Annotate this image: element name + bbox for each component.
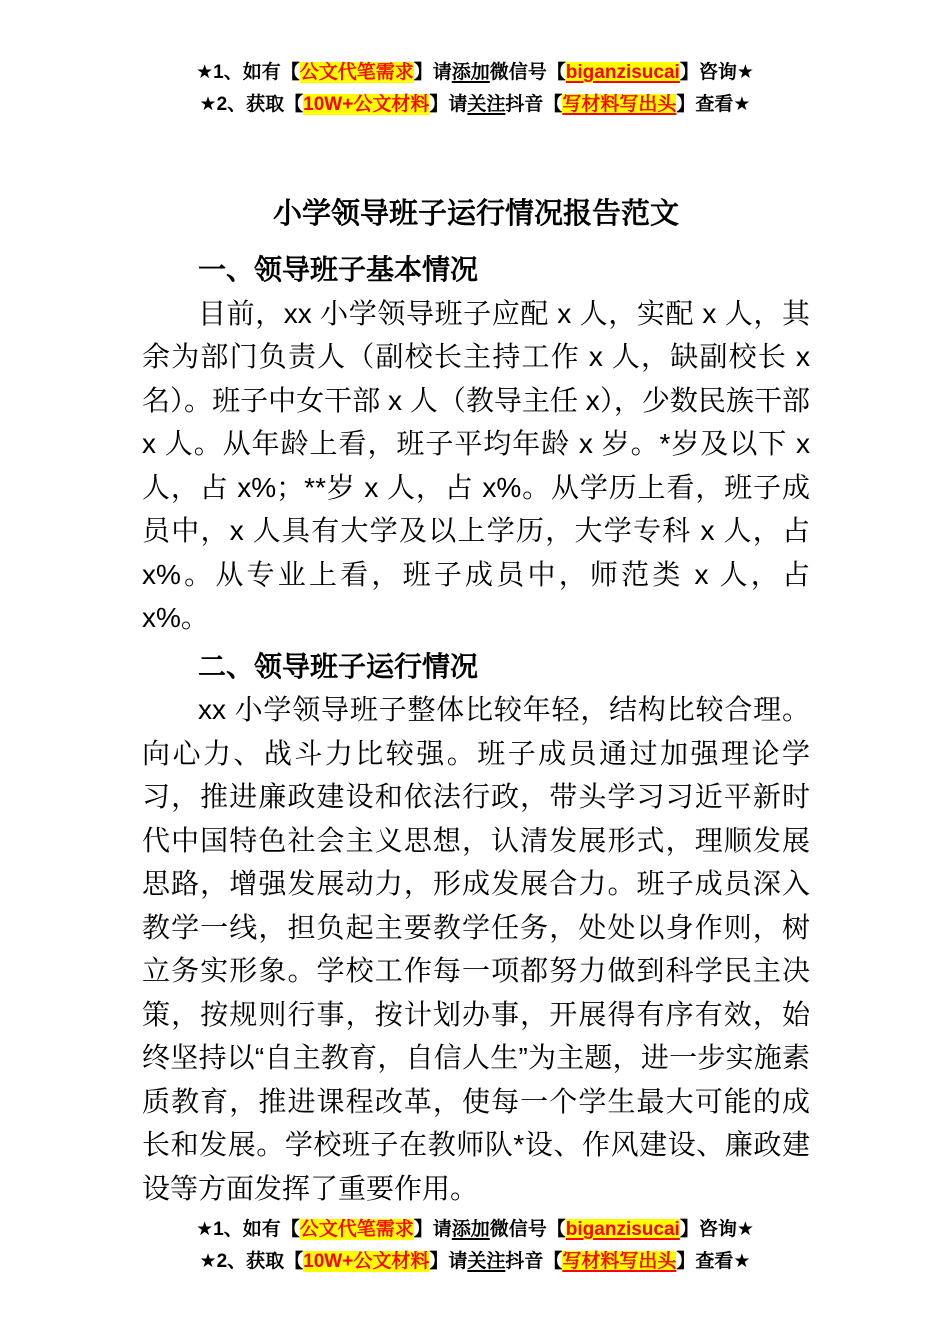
promo-text: 】查看★ bbox=[676, 94, 751, 115]
section-paragraph-1: 目前，xx 小学领导班子应配 x 人，实配 x 人，其余为部门负责人（副校长主持工作 x 人，缺副校长 x 名）。班子中女干部 x 人（教导主任 x），少数民族干部 x 人。从年龄上看，班子平均年龄 x 岁。*岁及以下 x 人，占 x%；**岁 x 人，占 x%。从学历上看，班子成员中，x 人具有大学及以上学历，大学专科 x 人，占 x%。从专业上看，班子成员中，师范类 x 人，占 x%。 bbox=[142, 297, 810, 633]
promo-text: 】咨询★ bbox=[679, 1219, 754, 1240]
highlighted-term-writing-service: 公文代笔需求 bbox=[299, 62, 414, 83]
promo-text: 】咨询★ bbox=[679, 62, 754, 83]
promo-header bbox=[0, 57, 950, 121]
document-title: 小学领导班子运行情况报告范文 bbox=[272, 198, 679, 230]
underlined-word-follow: 关注 bbox=[467, 94, 506, 115]
promo-footer-line-2 bbox=[0, 1246, 950, 1278]
promo-text: 抖音【 bbox=[505, 94, 563, 115]
highlighted-term-writing-service: 公文代笔需求 bbox=[299, 1219, 414, 1240]
wechat-id: biganzisucai bbox=[565, 1219, 680, 1240]
section-heading-1: 一、领导班子基本情况 bbox=[198, 254, 479, 285]
highlighted-term-materials: 10W+公文材料 bbox=[303, 94, 430, 115]
promo-text: ★2、获取【 bbox=[199, 94, 304, 115]
douyin-id: 写材料写出头 bbox=[562, 1251, 677, 1272]
promo-text: 抖音【 bbox=[505, 1251, 563, 1272]
underlined-word-add: 添加 bbox=[451, 1219, 490, 1240]
promo-text: 】请 bbox=[413, 1219, 452, 1240]
promo-text: 】请 bbox=[429, 1251, 468, 1272]
underlined-word-follow: 关注 bbox=[467, 1251, 506, 1272]
underlined-word-add: 添加 bbox=[451, 62, 490, 83]
promo-footer-line-1 bbox=[0, 1214, 950, 1246]
promo-text: ★1、如有【 bbox=[196, 1219, 300, 1240]
promo-footer bbox=[0, 1214, 950, 1278]
promo-header-line-1 bbox=[0, 57, 950, 89]
promo-text: 微信号【 bbox=[489, 62, 566, 83]
promo-text: 】请 bbox=[413, 62, 452, 83]
document-body bbox=[142, 192, 810, 1210]
wechat-id: biganzisucai bbox=[565, 62, 680, 83]
promo-text: ★2、获取【 bbox=[199, 1251, 304, 1272]
promo-text: 】请 bbox=[429, 94, 468, 115]
promo-header-line-2 bbox=[0, 89, 950, 121]
highlighted-term-materials: 10W+公文材料 bbox=[303, 1251, 430, 1272]
section-heading-2: 二、领导班子运行情况 bbox=[198, 650, 479, 682]
promo-text: ★1、如有【 bbox=[196, 62, 300, 83]
promo-text: 微信号【 bbox=[489, 1219, 566, 1240]
section-paragraph-2: xx 小学领导班子整体比较年轻，结构比较合理。向心力、战斗力比较强。班子成员通过加强理论学习，推进廉政建设和依法行政，带头学习习近平新时代中国特色社会主义思想，认清发展形式，理顺发展思路，增强发展动力，形成发展合力。班子成员深入教学一线，担负起主要教学任务，处处以身作则，树立务实形象。学校工作每一项都努力做到科学民主决策，按规则行事，按计划办事，开展得有序有效，始终坚持以“自主教育，自信人生”为主题，进一步实施素质教育，推进课程改革，使每一个学生最大可能的成长和发展。学校班子在教师队*设、作风建设、廉政建设等方面发挥了重要作用。 bbox=[142, 694, 810, 1204]
douyin-id: 写材料写出头 bbox=[562, 94, 677, 115]
promo-text: 】查看★ bbox=[676, 1251, 751, 1272]
